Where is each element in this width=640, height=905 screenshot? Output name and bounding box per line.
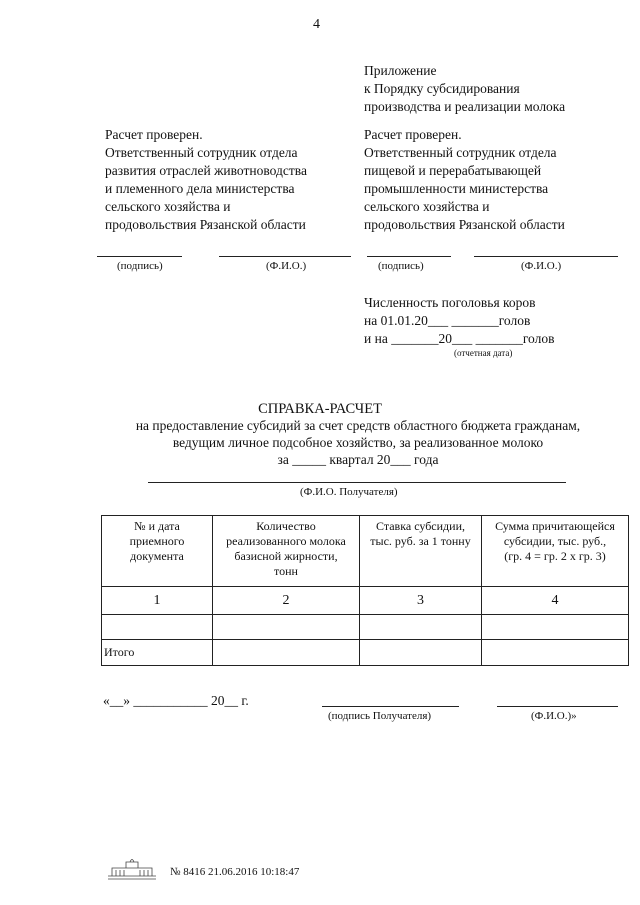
recipient-label: (Ф.И.О. Получателя) <box>300 486 398 498</box>
left-check-line: сельского хозяйства и <box>105 199 231 214</box>
column-number: 3 <box>360 587 482 615</box>
table-cell <box>482 640 629 666</box>
left-signature-line <box>97 256 182 257</box>
livestock-line: и на _______20___ _______голов <box>364 331 555 346</box>
column-number: 2 <box>213 587 360 615</box>
appendix-line: Приложение <box>364 63 437 78</box>
header-cell-sum <box>482 516 629 587</box>
table-number-row <box>102 587 629 615</box>
left-fio-label: (Ф.И.О.) <box>266 260 307 272</box>
recipient-signature-line <box>322 706 459 707</box>
table-cell <box>213 640 360 666</box>
header-cell-rate <box>360 516 482 587</box>
table-row <box>102 615 629 640</box>
header-text: Количество <box>256 519 316 533</box>
left-check-line: развития отраслей животноводства <box>105 163 307 178</box>
table-header-row <box>102 516 629 587</box>
title-line: за _____ квартал 20___ года <box>277 452 439 467</box>
calculation-table <box>101 515 629 666</box>
header-text: документа <box>130 549 184 563</box>
table-cell <box>102 615 213 640</box>
table-cell <box>482 615 629 640</box>
recipient-signature-label: (подпись Получателя) <box>328 710 432 722</box>
header-text: базисной жирности, <box>234 549 338 563</box>
header-text: реализованного молока <box>226 534 346 548</box>
bottom-fio-line <box>497 706 618 707</box>
header-text: тыс. руб. за 1 тонну <box>370 534 471 548</box>
left-check-line: Ответственный сотрудник отдела <box>105 145 298 160</box>
left-signature-label: (подпись) <box>117 260 163 272</box>
title-line: на предоставление субсидий за счет средств областного бюджета гражданам, <box>135 418 581 433</box>
table-cell <box>213 615 360 640</box>
header-cell-quantity <box>213 516 360 587</box>
appendix-line: к Порядку субсидирования <box>364 81 520 96</box>
date-line: «__» ___________ 20__ г. <box>103 693 249 708</box>
livestock-line: на 01.01.20___ _______голов <box>364 313 531 328</box>
livestock-block <box>364 294 554 348</box>
right-check-line: пищевой и перерабатывающей <box>364 163 542 178</box>
right-signature-label: (подпись) <box>378 260 424 272</box>
appendix-line: производства и реализации молока <box>364 99 566 114</box>
left-check-line: Расчет проверен. <box>105 127 203 142</box>
document-title: СПРАВКА-РАСЧЕТ <box>258 401 382 417</box>
header-cell-doc <box>102 516 213 587</box>
table-cell <box>360 640 482 666</box>
column-number: 1 <box>102 587 213 615</box>
building-logo-icon <box>104 854 160 882</box>
left-check-line: и племенного дела министерства <box>105 181 295 196</box>
left-check-block <box>105 126 307 234</box>
table-cell <box>360 615 482 640</box>
right-fio-label: (Ф.И.О.) <box>521 260 562 272</box>
left-fio-line <box>219 256 351 257</box>
header-text: № и дата <box>134 519 180 533</box>
registration-stamp: № 8416 21.06.2016 10:18:47 <box>170 866 300 878</box>
column-number: 4 <box>482 587 629 615</box>
page-number: 4 <box>313 17 320 32</box>
header-text: субсидии, тыс. руб., <box>503 534 607 548</box>
right-check-line: промышленности министерства <box>364 181 549 196</box>
right-signature-line <box>367 256 451 257</box>
appendix-block <box>364 62 565 116</box>
header-text: приемного <box>129 534 185 548</box>
header-text: (гр. 4 = гр. 2 x гр. 3) <box>504 549 606 563</box>
right-fio-line <box>474 256 618 257</box>
header-text: Сумма причитающейся <box>495 519 615 533</box>
right-check-line: продовольствия Рязанской области <box>364 217 565 232</box>
livestock-line: Численность поголовья коров <box>364 295 536 310</box>
header-text: Ставка субсидии, <box>375 519 465 533</box>
header-text: тонн <box>274 564 298 578</box>
total-label: Итого <box>102 640 213 666</box>
recipient-line <box>148 482 566 483</box>
left-check-line: продовольствия Рязанской области <box>105 217 306 232</box>
reporting-date-note: (отчетная дата) <box>454 348 513 358</box>
table-total-row <box>102 640 629 666</box>
right-check-line: сельского хозяйства и <box>364 199 490 214</box>
bottom-fio-label: (Ф.И.О.)» <box>531 710 577 722</box>
title-line: ведущим личное подсобное хозяйство, за реализованное молоко <box>172 435 544 450</box>
right-check-block <box>364 126 565 234</box>
right-check-line: Расчет проверен. <box>364 127 462 142</box>
right-check-line: Ответственный сотрудник отдела <box>364 145 557 160</box>
